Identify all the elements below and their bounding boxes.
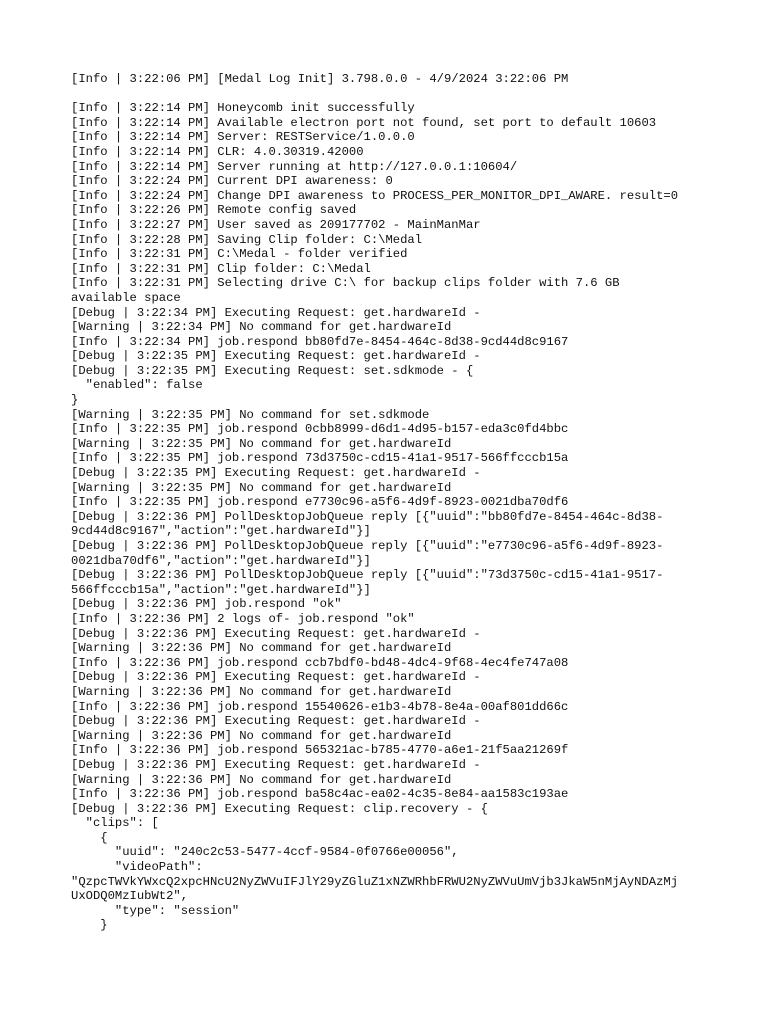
log-line: [Info | 3:22:36 PM] job.respond 565321ac-b785-4770-a6e1-21f5aa21269f bbox=[71, 743, 569, 758]
log-line: "uuid": "240c2c53-5477-4ccf-9584-0f0766e00056", bbox=[71, 845, 459, 860]
log-line: [Debug | 3:22:36 PM] Executing Request: get.hardwareId - bbox=[71, 626, 481, 641]
log-line: "videoPath": bbox=[71, 860, 203, 875]
log-line: [Warning | 3:22:35 PM] No command for get.hardwareId bbox=[71, 436, 452, 451]
log-line: [Debug | 3:22:36 PM] Executing Request: get.hardwareId - bbox=[71, 757, 481, 772]
log-line: [Debug | 3:22:36 PM] PollDesktopJobQueue reply [{"uuid":"e7730c96-a5f6-4d9f-8923- bbox=[71, 539, 664, 553]
log-line: [Debug | 3:22:36 PM] Executing Request: get.hardwareId - bbox=[71, 670, 481, 685]
log-line: 0021dba70df6","action":"get.hardwareId"}] bbox=[71, 553, 371, 568]
log-blank-line bbox=[71, 87, 711, 102]
log-line: [Warning | 3:22:34 PM] No command for get.hardwareId bbox=[71, 320, 452, 335]
log-line: [Info | 3:22:31 PM] Selecting drive C:\ for backup clips folder with 7.6 GB bbox=[71, 276, 620, 291]
log-line: [Debug | 3:22:36 PM] PollDesktopJobQueue reply [{"uuid":"73d3750c-cd15-41a1-9517- bbox=[71, 568, 664, 583]
log-line: [Info | 3:22:28 PM] Saving Clip folder: C:\Medal bbox=[71, 232, 423, 247]
log-line: [Info | 3:22:24 PM] Change DPI awareness to PROCESS_PER_MONITOR_DPI_AWARE. result=0 bbox=[71, 188, 679, 203]
log-text-block bbox=[71, 72, 711, 933]
log-line: [Debug | 3:22:36 PM] Executing Request: clip.recovery - { bbox=[71, 801, 488, 816]
log-line: [Warning | 3:22:36 PM] No command for get.hardwareId bbox=[71, 728, 452, 743]
log-line: } bbox=[71, 393, 79, 408]
log-line: } bbox=[71, 918, 108, 933]
log-line: [Warning | 3:22:35 PM] No command for get.hardwareId bbox=[71, 480, 452, 495]
log-line: [Debug | 3:22:34 PM] Executing Request: get.hardwareId - bbox=[71, 305, 481, 320]
log-line: [Warning | 3:22:36 PM] No command for get.hardwareId bbox=[71, 772, 452, 787]
log-line: [Info | 3:22:36 PM] job.respond ccb7bdf0-bd48-4dc4-9f68-4ec4fe747a08 bbox=[71, 655, 569, 670]
log-line: [Warning | 3:22:36 PM] No command for get.hardwareId bbox=[71, 684, 452, 699]
log-line: [Info | 3:22:35 PM] job.respond e7730c96-a5f6-4d9f-8923-0021dba70df6 bbox=[71, 495, 569, 510]
log-line: [Debug | 3:22:36 PM] Executing Request: get.hardwareId - bbox=[71, 714, 481, 729]
log-line: "type": "session" bbox=[71, 903, 240, 918]
log-line: [Info | 3:22:31 PM] C:\Medal - folder verified bbox=[71, 247, 408, 262]
log-line: [Info | 3:22:14 PM] Server running at http://127.0.0.1:10604/ bbox=[71, 159, 518, 174]
log-line: [Info | 3:22:36 PM] job.respond 15540626-e1b3-4b78-8e4a-00af801dd66c bbox=[71, 699, 569, 714]
log-line: [Warning | 3:22:35 PM] No command for set.sdkmode bbox=[71, 407, 430, 422]
log-line: [Info | 3:22:26 PM] Remote config saved bbox=[71, 203, 357, 218]
log-line: [Warning | 3:22:36 PM] No command for get.hardwareId bbox=[71, 641, 452, 656]
log-line: { bbox=[71, 830, 108, 845]
log-line: 566ffcccb15a","action":"get.hardwareId"}] bbox=[71, 582, 371, 597]
log-line: [Info | 3:22:14 PM] CLR: 4.0.30319.42000 bbox=[71, 144, 364, 159]
log-line: [Info | 3:22:14 PM] Honeycomb init successfully bbox=[71, 101, 415, 116]
log-line: "enabled": false bbox=[71, 378, 203, 393]
log-line: [Info | 3:22:06 PM] [Medal Log Init] 3.798.0.0 - 4/9/2024 3:22:06 PM bbox=[71, 72, 569, 86]
log-line: [Debug | 3:22:36 PM] job.respond "ok" bbox=[71, 597, 342, 612]
log-line: [Info | 3:22:36 PM] 2 logs of- job.respond "ok" bbox=[71, 611, 415, 626]
log-line: [Info | 3:22:36 PM] job.respond ba58c4ac-ea02-4c35-8e84-aa1583c193ae bbox=[71, 787, 569, 802]
log-line: [Info | 3:22:35 PM] job.respond 73d3750c-cd15-41a1-9517-566ffcccb15a bbox=[71, 451, 569, 466]
log-line: available space bbox=[71, 290, 181, 305]
log-line: [Info | 3:22:27 PM] User saved as 209177702 - MainManMar bbox=[71, 217, 481, 232]
log-line: [Debug | 3:22:35 PM] Executing Request: get.hardwareId - bbox=[71, 466, 481, 481]
log-line: [Info | 3:22:35 PM] job.respond 0cbb8999-d6d1-4d95-b157-eda3c0fd4bbc bbox=[71, 422, 569, 437]
log-line: [Debug | 3:22:35 PM] Executing Request: set.sdkmode - { bbox=[71, 363, 474, 378]
log-line: [Debug | 3:22:35 PM] Executing Request: get.hardwareId - bbox=[71, 349, 481, 364]
log-line: 9cd44d8c9167","action":"get.hardwareId"}] bbox=[71, 524, 371, 539]
log-line: UxODQ0MzIubWt2", bbox=[71, 889, 189, 904]
log-line: [Info | 3:22:24 PM] Current DPI awareness: 0 bbox=[71, 174, 393, 189]
log-line: [Info | 3:22:34 PM] job.respond bb80fd7e-8454-464c-8d38-9cd44d8c9167 bbox=[71, 334, 569, 349]
log-line: "clips": [ bbox=[71, 816, 159, 831]
log-line: [Info | 3:22:14 PM] Available electron port not found, set port to default 10603 bbox=[71, 115, 657, 130]
log-line: "QzpcTWVkYWxcQ2xpcHNcU2NyZWVuIFJlY29yZGluZ1xNZWRhbFRWU2NyZWVuUmVjb3JkaW5nMjAyNDAzMj bbox=[71, 874, 679, 889]
log-line: [Info | 3:22:31 PM] Clip folder: C:\Medal bbox=[71, 261, 371, 276]
log-line: [Debug | 3:22:36 PM] PollDesktopJobQueue reply [{"uuid":"bb80fd7e-8454-464c-8d38- bbox=[71, 509, 664, 524]
log-line: [Info | 3:22:14 PM] Server: RESTService/1.0.0.0 bbox=[71, 130, 415, 145]
